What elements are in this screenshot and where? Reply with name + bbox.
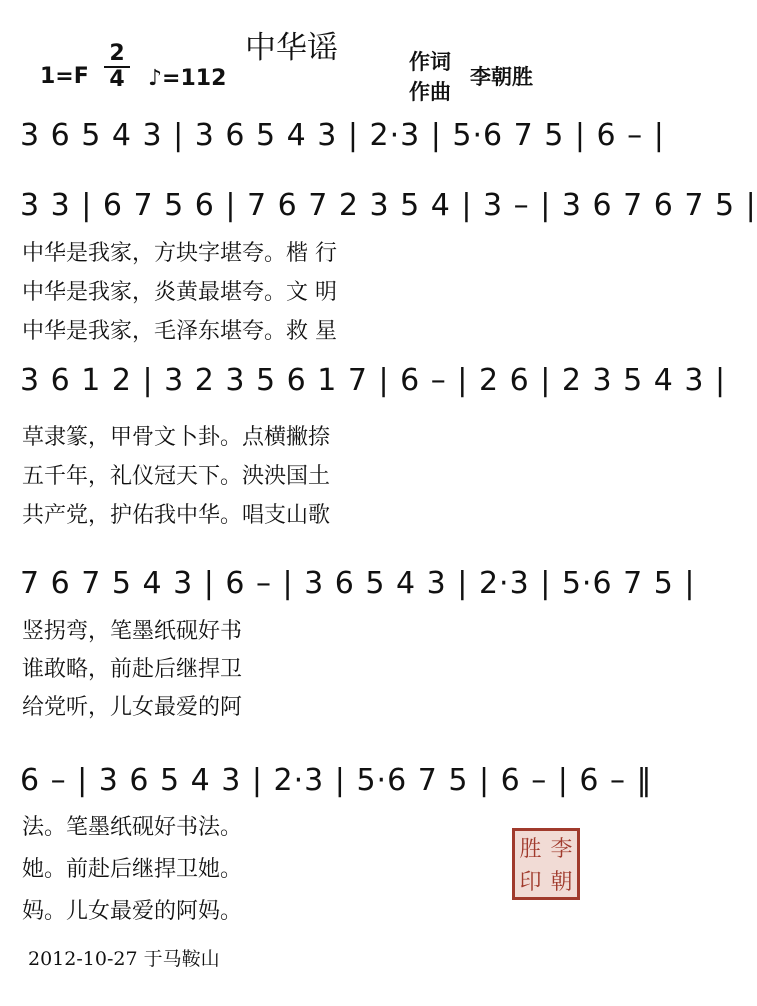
seal-char: 印 [519,870,542,895]
author-seal [512,828,580,900]
eighth-note-icon: ♪ [148,66,163,91]
tempo-value: =112 [162,66,227,91]
lyricist-role: 作词 [409,50,451,74]
notation-line: 3 6 1 2 | 3 2 3 5 6 1 7 | 6 – | 2 6 | 2 3 5 4 3 | [20,363,727,398]
score-system-4 [0,558,696,618]
notation-line: 7 6 7 5 4 3 | 6 – | 3 6 5 4 3 | 2·3 | 5·6 7 5 | [20,566,696,601]
time-sig-bottom: 4 [109,67,125,92]
seal-char: 朝 [550,870,573,895]
lyric-line-3: 给党听，儿女最爱的阿 [22,695,243,720]
author-name: 李朝胜 [470,65,533,89]
lyric-line-2: 谁敢略，前赴后继捍卫 [22,657,243,682]
score-system-2 [0,180,757,240]
tempo-marking [148,66,226,91]
lyric-line-2: 五千年，礼仪冠天下。泱泱国土 [22,464,331,489]
lyric-line-1: 草隶篆，甲骨文卜卦。点横撇捺 [22,425,331,450]
score-system-5 [0,755,653,815]
score-system-1 [0,110,665,170]
key-signature: 1=F [40,64,89,89]
lyric-line-3: 共产党，护佑我中华。唱支山歌 [22,503,331,528]
notation-line: 3 3 | 6 7 5 6 | 7 6 7 2 3 5 4 | 3 – | 3 6 7 6 7 5 | [20,188,757,223]
composer-role: 作曲 [409,80,451,104]
lyric-line-3: 妈。儿女最爱的阿妈。 [22,899,243,924]
lyric-line-2: 中华是我家，炎黄最堪夸。文 明 [22,280,337,305]
seal-char: 胜 [519,837,542,862]
notation-line: 6 – | 3 6 5 4 3 | 2·3 | 5·6 7 5 | 6 – | 6 – ‖ [20,763,653,798]
lyric-line-1: 法。笔墨纸砚好书法。 [22,815,243,840]
song-title: 中华谣 [245,30,338,66]
lyric-line-1: 中华是我家，方块字堪夸。楷 行 [22,241,337,266]
notation-line: 3 6 5 4 3 | 3 6 5 4 3 | 2·3 | 5·6 7 5 | 6 – | [20,118,665,153]
lyric-line-3: 中华是我家，毛泽东堪夸。救 星 [22,319,337,344]
time-signature [104,42,130,92]
lyric-line-2: 她。前赴后继捍卫她。 [22,857,243,882]
seal-char: 李 [550,837,573,862]
score-system-3 [0,355,727,415]
time-sig-top: 2 [104,42,130,68]
lyric-line-1: 竖拐弯，笔墨纸砚好书 [22,619,243,644]
composition-date: 2012-10-27 于马鞍山 [28,948,220,970]
